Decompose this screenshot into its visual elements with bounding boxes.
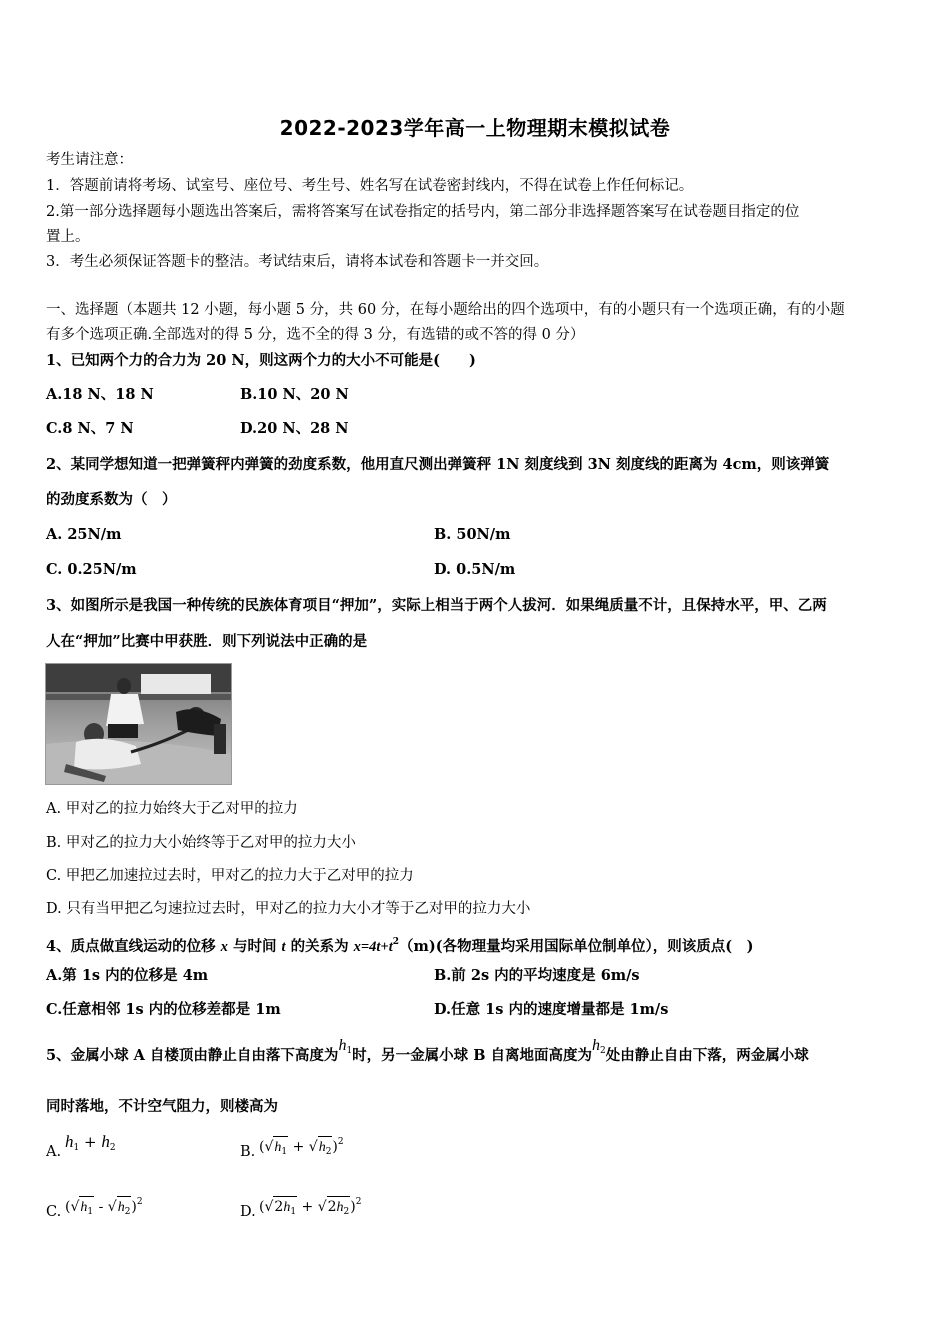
q2-option-c: C. 0.25N/m [46, 561, 137, 578]
page-title: 2022-2023学年高一上物理期末模拟试卷 [279, 116, 671, 140]
q5-h1-sub: 1 [346, 1046, 353, 1056]
q5-h2-var: h [592, 1037, 601, 1054]
q5-stem-line2: 同时落地，不计空气阻力，则楼高为 [46, 1098, 278, 1115]
q2-stem-line1: 2、某同学想知道一把弹簧秤内弹簧的劲度系数，他用直尺测出弹簧秤 1N 刻度线到 3N 刻度线的距离为 4cm，则该弹簧 [46, 456, 830, 473]
q1-option-c: C.8 N、7 N [46, 420, 134, 437]
notice-item-1: 1．答题前请将考场、试室号、座位号、考生号、姓名写在试卷密封线内，不得在试卷上作任何标记。 [46, 178, 694, 194]
notice-item-3: 3．考生必须保证答题卡的整洁。考试结束后，请将本试卷和答题卡一并交回。 [46, 254, 549, 270]
q4-var-x: x [220, 939, 228, 955]
q4-stem [46, 932, 754, 957]
q4-option-c: C.任意相邻 1s 内的位移差都是 1m [46, 1001, 281, 1018]
q4-option-b: B.前 2s 内的平均速度是 6m/s [434, 967, 640, 984]
q5-option-c-formula: $(√h_1 - √h_2)^2$ [65, 1192, 143, 1222]
q2-option-a: A. 25N/m [46, 526, 122, 543]
q3-option-a: A. 甲对乙的拉力始终大于乙对甲的拉力 [46, 801, 298, 817]
q1-option-a: A.18 N、18 N [46, 386, 154, 403]
q1-option-b: B.10 N、20 N [240, 386, 349, 403]
q3-stem-line1: 3、如图所示是我国一种传统的民族体育项目“押加”，实际上相当于两个人拔河．如果绳质量不计，且保持水平，甲、乙两 [46, 597, 827, 614]
section-heading-line1: 一、选择题（本题共 12 小题，每小题 5 分，共 60 分，在每小题给出的四个选项中，有的小题只有一个选项正确，有的小题 [46, 302, 845, 318]
q4-exponent: 2 [392, 937, 399, 947]
q5-option-b-formula: $(√h_1 + √h_2)^2$ [259, 1132, 344, 1162]
q4-text-2: 与时间 [227, 938, 282, 955]
q5-option-b-label: B. [240, 1144, 256, 1160]
q4-text-1: 4、质点做直线运动的位移 [46, 938, 221, 955]
q5-text-1: 5、金属小球 A 自楼顶由静止自由落下高度为 [46, 1047, 339, 1064]
q4-option-d: D.任意 1s 内的速度增量都是 1m/s [434, 1001, 669, 1018]
q3-stem-line2: 人在“押加”比赛中甲获胜．则下列说法中正确的是 [46, 633, 368, 650]
q2-stem-line2: 的劲度系数为（ ） [46, 491, 177, 508]
q5-option-c-label: C. [46, 1204, 62, 1220]
q5-option-a-formula: $h_1 + h_2$ [65, 1132, 116, 1153]
q4-equation: x=4t+t [353, 939, 393, 955]
q5-h2-sub: 2 [600, 1046, 606, 1056]
q4-var-t: t [281, 939, 286, 955]
q5-h1-var: h [338, 1037, 347, 1054]
q4-text-3: 的关系为 [285, 938, 354, 955]
yajia-photo [45, 663, 232, 785]
q3-option-b: B. 甲对乙的拉力大小始终等于乙对甲的拉力大小 [46, 835, 356, 851]
notice-item-2: 2.第一部分选择题每小题选出答案后，需将答案写在试卷指定的括号内，第二部分非选择题答案写在试卷题目指定的位 [46, 204, 800, 220]
q2-option-d: D. 0.5N/m [434, 561, 516, 578]
q1-stem: 1、已知两个力的合力为 20 N，则这两个力的大小不可能是( ) [46, 352, 476, 369]
q2-option-b: B. 50N/m [434, 526, 511, 543]
notice-heading: 考生请注意： [46, 152, 133, 168]
q5-option-a-label: A. [46, 1144, 62, 1160]
q3-option-d: D. 只有当甲把乙匀速拉过去时，甲对乙的拉力大小才等于乙对甲的拉力大小 [46, 901, 531, 917]
q5-text-3: 处由静止自由下落，两金属小球 [605, 1047, 809, 1064]
notice-item-2-cont: 置上。 [46, 229, 90, 245]
q3-option-c: C. 甲把乙加速拉过去时，甲对乙的拉力大于乙对甲的拉力 [46, 868, 414, 884]
q5-stem-line1 [46, 1037, 809, 1071]
section-heading-line2: 有多个选项正确.全部选对的得 5 分，选不全的得 3 分，有选错的或不答的得 0 分） [46, 327, 585, 343]
q4-text-4: （m)(各物理量均采用国际单位制单位），则该质点( ) [399, 938, 754, 955]
q5-option-d-label: D. [240, 1204, 256, 1220]
q4-option-a: A.第 1s 内的位移是 4m [46, 967, 209, 984]
q1-option-d: D.20 N、28 N [240, 420, 349, 437]
q5-text-2: 时，另一金属小球 B 自离地面高度为 [352, 1047, 593, 1064]
q5-option-d-formula: $(√2h_1 + √2h_2)^2$ [259, 1192, 361, 1222]
